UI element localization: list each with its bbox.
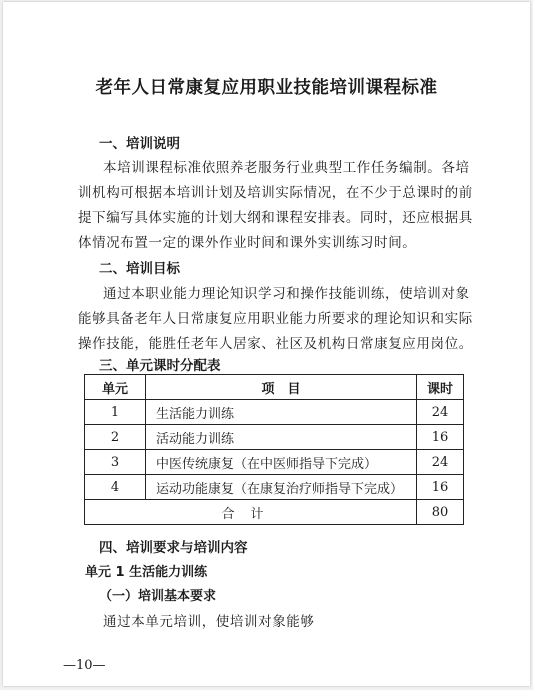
item-cell: 生活能力训练 <box>146 400 417 425</box>
section-heading-requirements-content: 四、培训要求与培训内容 <box>99 540 248 556</box>
item-cell: 中医传统康复（在中医师指导下完成） <box>146 450 417 475</box>
document-page <box>3 2 530 686</box>
paragraph-line: 提下编写具体实施的计划大纲和课程安排表。同时，还应根据具 <box>78 210 473 226</box>
section-heading-training-description: 一、培训说明 <box>99 136 180 152</box>
paragraph-line: 体情况布置一定的课外作业时间和课外实训练习时间。 <box>78 235 417 251</box>
unit-heading: 单元 1 生活能力训练 <box>85 565 208 580</box>
hours-cell: 24 <box>417 400 464 425</box>
paragraph-line: 本培训课程标准依照养老服务行业典型工作任务编制。各培 <box>103 160 470 176</box>
hour-allocation-table <box>84 374 464 525</box>
table-total-row <box>85 500 464 525</box>
item-cell: 活动能力训练 <box>146 425 417 450</box>
item-cell: 运动功能康复（在康复治疗师指导下完成） <box>146 475 417 500</box>
unit-cell: 3 <box>85 450 146 475</box>
column-header-hours: 课时 <box>417 375 464 400</box>
page-number: —10— <box>63 658 106 673</box>
paragraph-line: 能够具备老年人日常康复应用职业能力所要求的理论知识和实际 <box>78 311 473 327</box>
paragraph-line: 训机构可根据本培训计划及培训实际情况，在不少于总课时的前 <box>78 185 473 201</box>
table-row <box>85 450 464 475</box>
column-header-item: 项 目 <box>146 375 417 400</box>
section-heading-training-goals: 二、培训目标 <box>99 261 180 277</box>
sub-heading-basic-requirements: （一）培训基本要求 <box>99 589 217 604</box>
total-hours-cell: 80 <box>417 500 464 525</box>
table-header-row <box>85 375 464 400</box>
unit-cell: 2 <box>85 425 146 450</box>
table-row <box>85 425 464 450</box>
total-label-cell: 合计 <box>85 500 417 525</box>
table-row <box>85 400 464 425</box>
column-header-unit: 单元 <box>85 375 146 400</box>
paragraph-line: 操作技能，能胜任老年人居家、社区及机构日常康复应用岗位。 <box>78 336 473 352</box>
hours-cell: 16 <box>417 475 464 500</box>
unit-cell: 4 <box>85 475 146 500</box>
unit-cell: 1 <box>85 400 146 425</box>
document-title: 老年人日常康复应用职业技能培训课程标准 <box>95 78 438 98</box>
paragraph-line: 通过本单元培训，使培训对象能够 <box>103 614 315 630</box>
paragraph-line: 通过本职业能力理论知识学习和操作技能训练，使培训对象 <box>103 286 470 302</box>
table-row <box>85 475 464 500</box>
hours-cell: 16 <box>417 425 464 450</box>
hours-cell: 24 <box>417 450 464 475</box>
section-heading-hour-allocation: 三、单元课时分配表 <box>99 358 221 374</box>
